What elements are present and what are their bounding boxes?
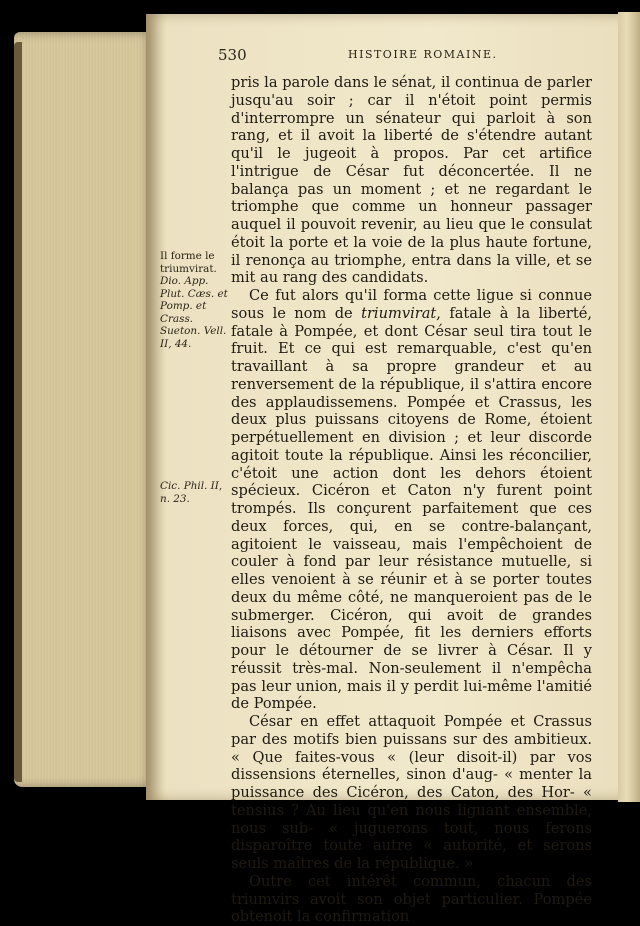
book-page-edges (14, 32, 154, 787)
running-title: HISTOIRE ROMAINE. (348, 48, 498, 61)
book-cover-edge (14, 42, 22, 782)
facing-page-edge (618, 12, 640, 802)
body-text (231, 74, 592, 926)
margin-note-triumvirat (160, 250, 232, 350)
term-triumvirat: triumvirat (361, 304, 437, 322)
running-header (218, 46, 590, 66)
paragraph-2-after: , fatale à la liberté, fatale à Pompée, et dont César seul tira tout le fruit. Et ce qui est remarquable, c'est qu'en travaillant à sa propre grandeur et au renversement de la république, il s'attira encore des applaudissemens. Pompée et Crassus, les deux plus puissans citoyens de Rome, étoient perpétuellement en division ; et leur discorde agitoit toute la république. Ainsi les réconcilier, c'étoit une action dont les dehors étoient spécieux. Cicéron et Caton n'y furent point trompés. Ils conçurent parfaitement que ces deux forces, qui, en se contre-balançant, agitoient le vaisseau, mais l'empêchoient de couler à fond par leur résistance mutuelle, si elles venoient à se réunir et à se porter toutes deux du même côté, ne manqueroient pas de le submerger. Cicéron, qui avoit de grandes liaisons avec Pompée, fit les derniers efforts pour le détourner de se livrer à César. Il y réussit très-mal. Non-seulement il n'empêcha pas leur union, mais il y perdit lui-même l'amitié de Pompée. (231, 304, 592, 713)
margin-note-refs: Dio. App. Plut. Cæs. et Pomp. et Crass. Sueton. Vell. II, 44. (160, 275, 228, 350)
page-number: 530 (218, 46, 247, 64)
margin-note-refs: Cic. Phil. II, n. 23. (160, 480, 223, 505)
paragraph-2 (231, 287, 592, 713)
paragraph-4: Outre cet intérêt commun, chacun des triumvirs avoit son objet particulier. Pompée obtenoit la confirmation (231, 872, 592, 926)
paragraph-2-before: Ce fut alors qu'il forma cette ligue si connue sous le nom de (231, 287, 592, 322)
margin-note-heading: Il forme le triumvirat. (160, 250, 217, 275)
paragraph-1: pris la parole dans le sénat, il continua de parler jusqu'au soir ; car il n'étoit point permis d'interrompre un sénateur qui parloit à son rang, et il avoit la liberté de s'étendre autant qu'il le jugeoit à propos. Par cet artifice l'intrigue de César fut déconcertée. Il ne balança pas un moment ; et ne regardant le triomphe que comme un honneur passager auquel il pouvoit revenir, au lieu que le consulat étoit la porte et la voie de la plus haute fortune, il renonça au triomphe, entra dans la ville, et se mit au rang des candidats. (231, 74, 592, 287)
margin-note-cicero (160, 480, 232, 505)
paragraph-3: César en effet attaquoit Pompée et Crassus par des motifs bien puissans sur des ambitieux. « Que faites-vous « (leur disoit-il) par vos dissensions éternelles, sinon d'aug- « menter la puissance des Cicéron, des Caton, des Hor- « tensius ? Au lieu qu'en nous liguant ensemble, nous sub- « juguerons tout, nous ferons disparoître toute autre « autorité, et serons seuls maîtres de la république. » (231, 713, 592, 872)
